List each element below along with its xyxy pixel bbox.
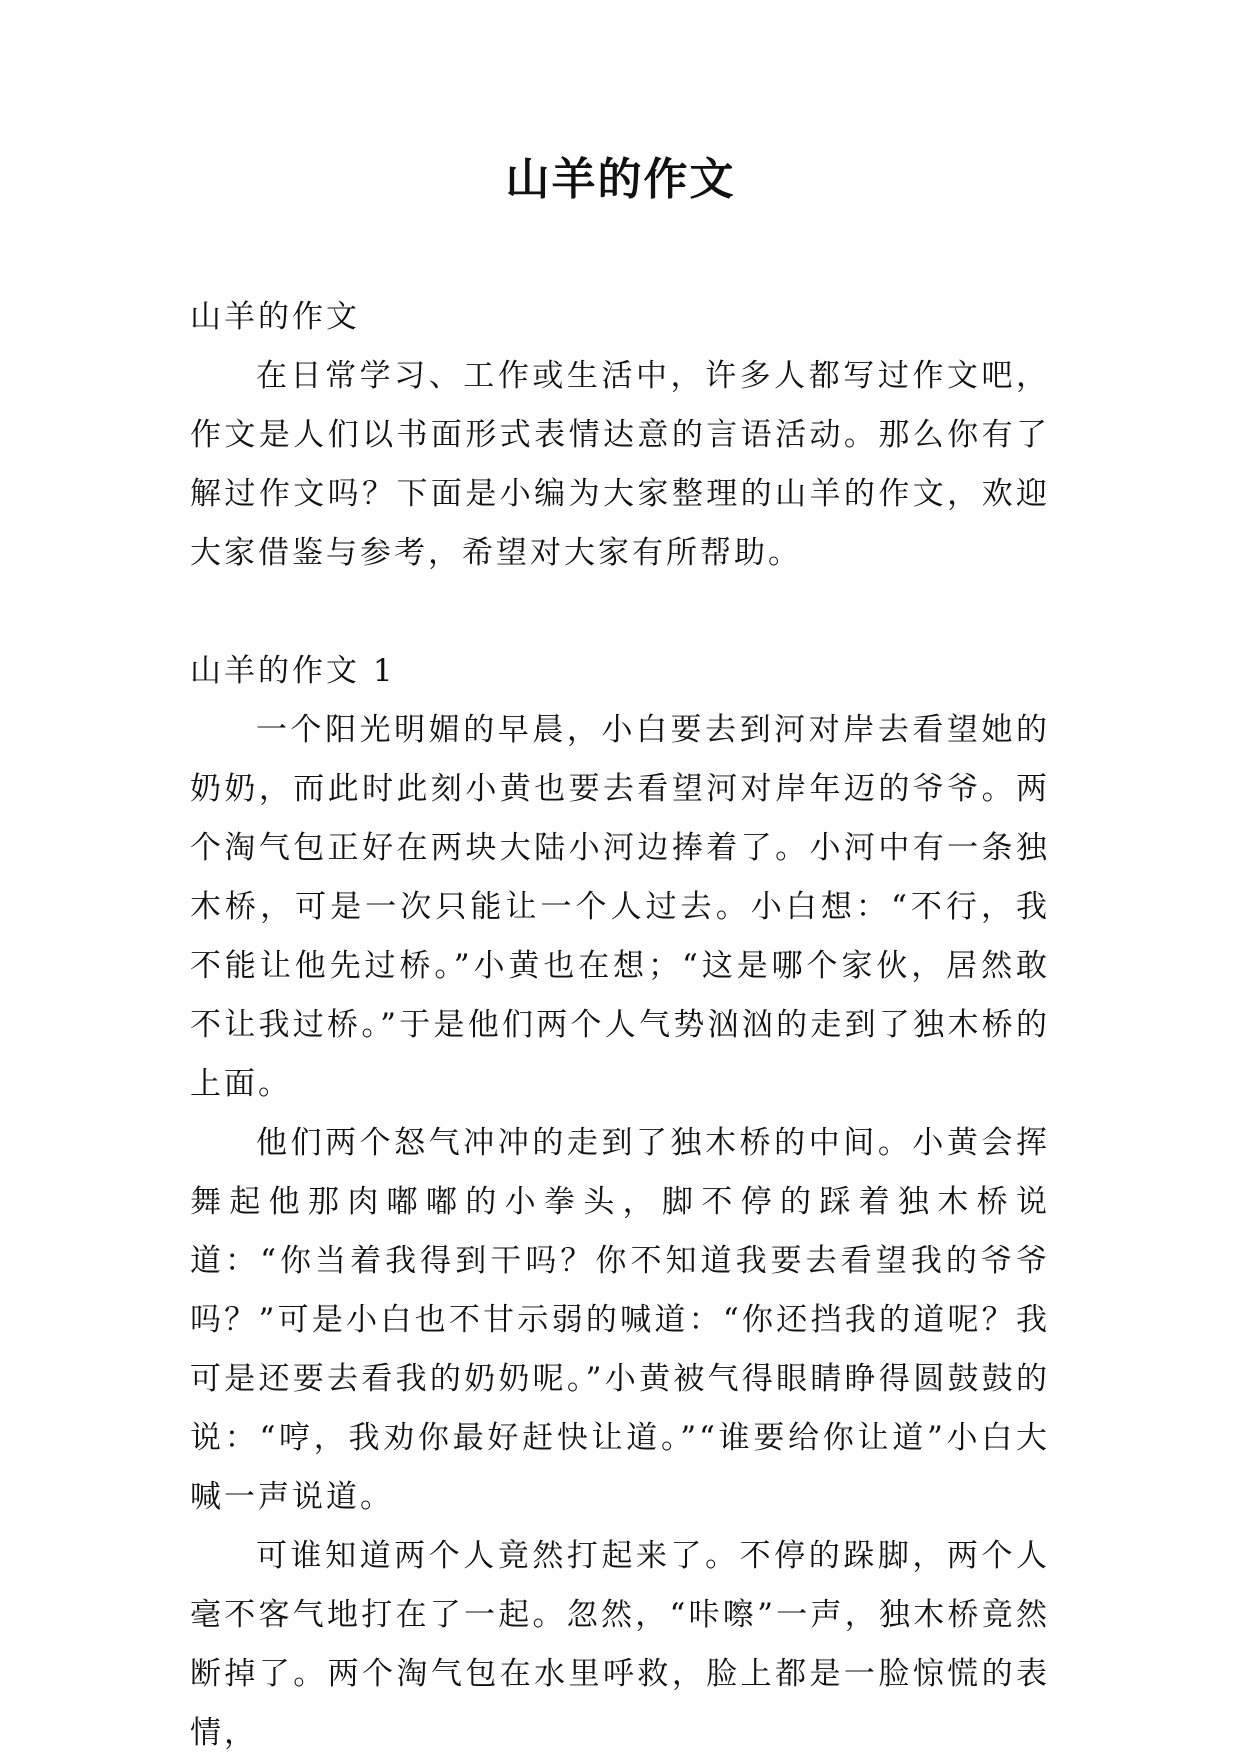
document-title: 山羊的作文: [505, 154, 736, 205]
paragraph-3: 可谁知道两个人竟然打起来了。不停的跺脚，两个人毫不客气地打在了一起。忽然，“咔嚓”一声，独木桥竟然断掉了。两个淘气包在水里呼救，脸上都是一脸惊慌的表情，: [190, 1538, 1050, 1751]
document-body: [190, 288, 1050, 1763]
intro-heading: 山羊的作文: [190, 299, 360, 335]
paragraph-1: 一个阳光明媚的早晨，小白要去到河对岸去看望她的奶奶，而此时此刻小黄也要去看望河对岸年迈的爷爷。两个淘气包正好在两块大陆小河边捧着了。小河中有一条独木桥，可是一次只能让一个人过去。小白想：“不行，我不能让他先过桥。”小黄也在想；“这是哪个家伙，居然敢不让我过桥。”于是他们两个人气势汹汹的走到了独木桥的上面。: [190, 712, 1050, 1102]
paragraph-2: 他们两个怒气冲冲的走到了独木桥的中间。小黄会挥舞起他那肉嘟嘟的小拳头，脚不停的踩着独木桥说道：“你当着我得到干吗？你不知道我要去看望我的爷爷吗？”可是小白也不甘示弱的喊道：“你还挡我的道呢？我可是还要去看我的奶奶呢。”小黄被气得眼睛睁得圆鼓鼓的说：“哼，我劝你最好赶快让道。”“谁要给你让道”小白大喊一声说道。: [190, 1125, 1050, 1515]
section-1-heading: 山羊的作文 1: [190, 653, 396, 689]
section-spacer: [190, 583, 1050, 642]
intro-paragraph: 在日常学习、工作或生活中，许多人都写过作文吧，作文是人们以书面形式表情达意的言语活动。那么你有了解过作文吗？下面是小编为大家整理的山羊的作文，欢迎大家借鉴与参考，希望对大家有所帮助。: [190, 358, 1050, 571]
